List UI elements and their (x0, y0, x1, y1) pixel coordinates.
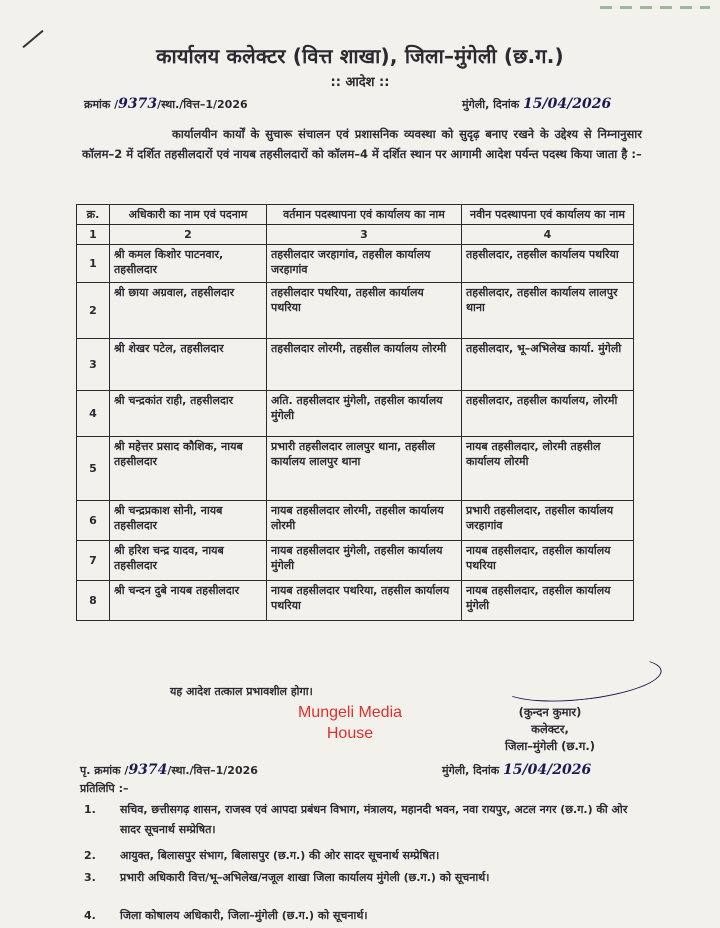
signatory-district: जिला–मुंगेली (छ.ग.) (505, 739, 595, 753)
list-item (80, 800, 650, 840)
row-sn: 1 (77, 245, 110, 283)
signature-stroke (498, 650, 664, 709)
watermark-text: Mungeli Media House (297, 704, 403, 742)
copy-number: 3. (84, 871, 96, 884)
row-officer: श्री कमल किशोर पाटनवार, तहसीलदार (110, 245, 267, 283)
row-sn: 6 (77, 501, 110, 541)
row-current-posting: तहसीलदार लोरमी, तहसील कार्यालय लोरमी (267, 339, 462, 391)
column-number-row (77, 225, 634, 245)
row-current-posting: नायब तहसीलदार पथरिया, तहसील कार्यालय पथरिया (267, 581, 462, 621)
table-row (77, 391, 634, 437)
row-current-posting: तहसीलदार जरहागांव, तहसील कार्यालय जरहागांव (267, 245, 462, 283)
endorse-ref-number: 9374 (128, 762, 168, 778)
signatory-designation: कलेक्टर, (531, 722, 569, 736)
row-current-posting: प्रभारी तहसीलदार लालपुर थाना, तहसील कार्यालय लालपुर थाना (267, 437, 462, 501)
row-officer: श्री चन्द्रप्रकाश सोनी, नायब तहसीलदार (110, 501, 267, 541)
office-title: कार्यालय कलेक्टर (वित्त शाखा), जिला–मुंगेली (छ.ग.) (156, 44, 564, 68)
effective-note: यह आदेश तत्काल प्रभावशील होगा। (170, 685, 313, 698)
order-heading: :: आदेश :: (330, 75, 390, 90)
copy-number: 4. (84, 909, 96, 922)
col-header-new: नवीन पदस्थापना एवं कार्यालय का नाम (462, 205, 634, 225)
intro-text: कार्यालयीन कार्यों के सुचारू संचालन एवं प्रशासनिक व्यवस्था को सुदृढ़ बनाए रखने के उद्देश्य से निम्नानुसार कॉलम–2 में दर्शित तहसीलदारों एवं नायब तहसीलदारों को कॉलम–4 में दर्शित स्थान पर आगामी आदेश पर्यन्त पदस्थ किया जाता है :– (82, 127, 642, 161)
col-number: 2 (110, 225, 267, 245)
row-sn: 5 (77, 437, 110, 501)
copy-text: जिला कोषालय अधिकारी, जिला–मुंगेली (छ.ग.) को सूचनार्थ। (120, 909, 368, 922)
table-row (77, 581, 634, 621)
copy-number: 2. (84, 849, 96, 862)
place-date-prefix: मुंगेली, दिनांक (462, 98, 520, 111)
intro-paragraph (82, 124, 642, 164)
row-new-posting: नायब तहसीलदार, तहसील कार्यालय मुंगेली (462, 581, 634, 621)
col-number: 3 (267, 225, 462, 245)
row-new-posting: तहसीलदार, तहसील कार्यालय पथरिया (462, 245, 634, 283)
row-new-posting: नायब तहसीलदार, लोरमी तहसील कार्यालय लोरमी (462, 437, 634, 501)
table-header-row (77, 205, 634, 225)
endorsement-reference (80, 762, 258, 778)
copy-text: आयुक्त, बिलासपुर संभाग, बिलासपुर (छ.ग.) की ओर सादर सूचनार्थ सम्प्रेषित। (120, 849, 440, 862)
row-sn: 2 (77, 283, 110, 339)
copy-text: सचिव, छत्तीसगढ़ शासन, राजस्व एवं आपदा प्रबंधन विभाग, मंत्रालय, महानदी भवन, नवा रायपुर, अटल नगर (छ.ग.) की ओर सादर सूचनार्थ सम्प्रेषित। (120, 803, 628, 836)
row-officer: श्री चन्द्रकांत राही, तहसीलदार (110, 391, 267, 437)
col-number: 4 (462, 225, 634, 245)
endorse-date: 15/04/2026 (503, 762, 592, 778)
row-new-posting: तहसीलदार, तहसील कार्यालय, लोरमी (462, 391, 634, 437)
ref-number: 9373 (118, 96, 158, 112)
col-header-officer: अधिकारी का नाम एवं पदनाम (110, 205, 267, 225)
col-header-current: वर्तमान पदस्थापना एवं कार्यालय का नाम (267, 205, 462, 225)
order-place-date (462, 96, 611, 112)
row-sn: 4 (77, 391, 110, 437)
list-item (80, 906, 650, 926)
ref-prefix: क्रमांक / (84, 98, 119, 111)
row-officer: श्री चन्दन दुबे नायब तहसीलदार (110, 581, 267, 621)
signature-block (470, 704, 630, 755)
row-officer: श्री शेखर पटेल, तहसीलदार (110, 339, 267, 391)
table-row (77, 437, 634, 501)
table-row (77, 339, 634, 391)
row-current-posting: अति. तहसीलदार मुंगेली, तहसील कार्यालय मुंगेली (267, 391, 462, 437)
col-header-sn: क्र. (77, 205, 110, 225)
row-current-posting: तहसीलदार पथरिया, तहसील कार्यालय पथरिया (267, 283, 462, 339)
row-sn: 8 (77, 581, 110, 621)
endorse-place-date-prefix: मुंगेली, दिनांक (442, 764, 500, 777)
table-row (77, 283, 634, 339)
ref-suffix: /स्था./वित्त–1/2026 (157, 98, 248, 111)
order-date: 15/04/2026 (523, 96, 612, 112)
row-new-posting: तहसीलदार, तहसील कार्यालय लालपुर थाना (462, 283, 634, 339)
table-row (77, 541, 634, 581)
row-new-posting: नायब तहसीलदार, तहसील कार्यालय पथरिया (462, 541, 634, 581)
list-item (80, 846, 650, 866)
row-current-posting: नायब तहसीलदार मुंगेली, तहसील कार्यालय मुंगेली (267, 541, 462, 581)
row-officer: श्री छाया अग्रवाल, तहसीलदार (110, 283, 267, 339)
row-current-posting: नायब तहसीलदार लोरमी, तहसील कार्यालय लोरमी (267, 501, 462, 541)
table-row (77, 501, 634, 541)
row-new-posting: प्रभारी तहसीलदार, तहसील कार्यालय जरहागांव (462, 501, 634, 541)
endorse-ref-suffix: /स्था./वित्त–1/2026 (167, 764, 258, 777)
scan-edge-mark (600, 6, 710, 9)
endorsement-place-date (442, 762, 591, 778)
copy-text: प्रभारी अधिकारी वित्त/भू–अभिलेख/नजूल शाखा जिला कार्यालय मुंगेली (छ.ग.) को सूचनार्थ। (120, 871, 490, 884)
posting-table (76, 204, 634, 621)
order-reference (84, 96, 248, 112)
col-number: 1 (77, 225, 110, 245)
copy-number: 1. (84, 803, 96, 816)
row-officer: श्री महेत्तर प्रसाद कौशिक, नायब तहसीलदार (110, 437, 267, 501)
copy-label: प्रतिलिपि :– (80, 782, 129, 795)
signatory-name: (कुन्दन कुमार) (518, 705, 582, 719)
row-officer: श्री हरिश चन्द्र यादव, नायब तहसीलदार (110, 541, 267, 581)
list-item (80, 868, 650, 888)
table-row (77, 245, 634, 283)
endorse-ref-prefix: पृ. क्रमांक / (80, 764, 129, 777)
row-new-posting: तहसीलदार, भू–अभिलेख कार्या. मुंगेली (462, 339, 634, 391)
row-sn: 7 (77, 541, 110, 581)
row-sn: 3 (77, 339, 110, 391)
